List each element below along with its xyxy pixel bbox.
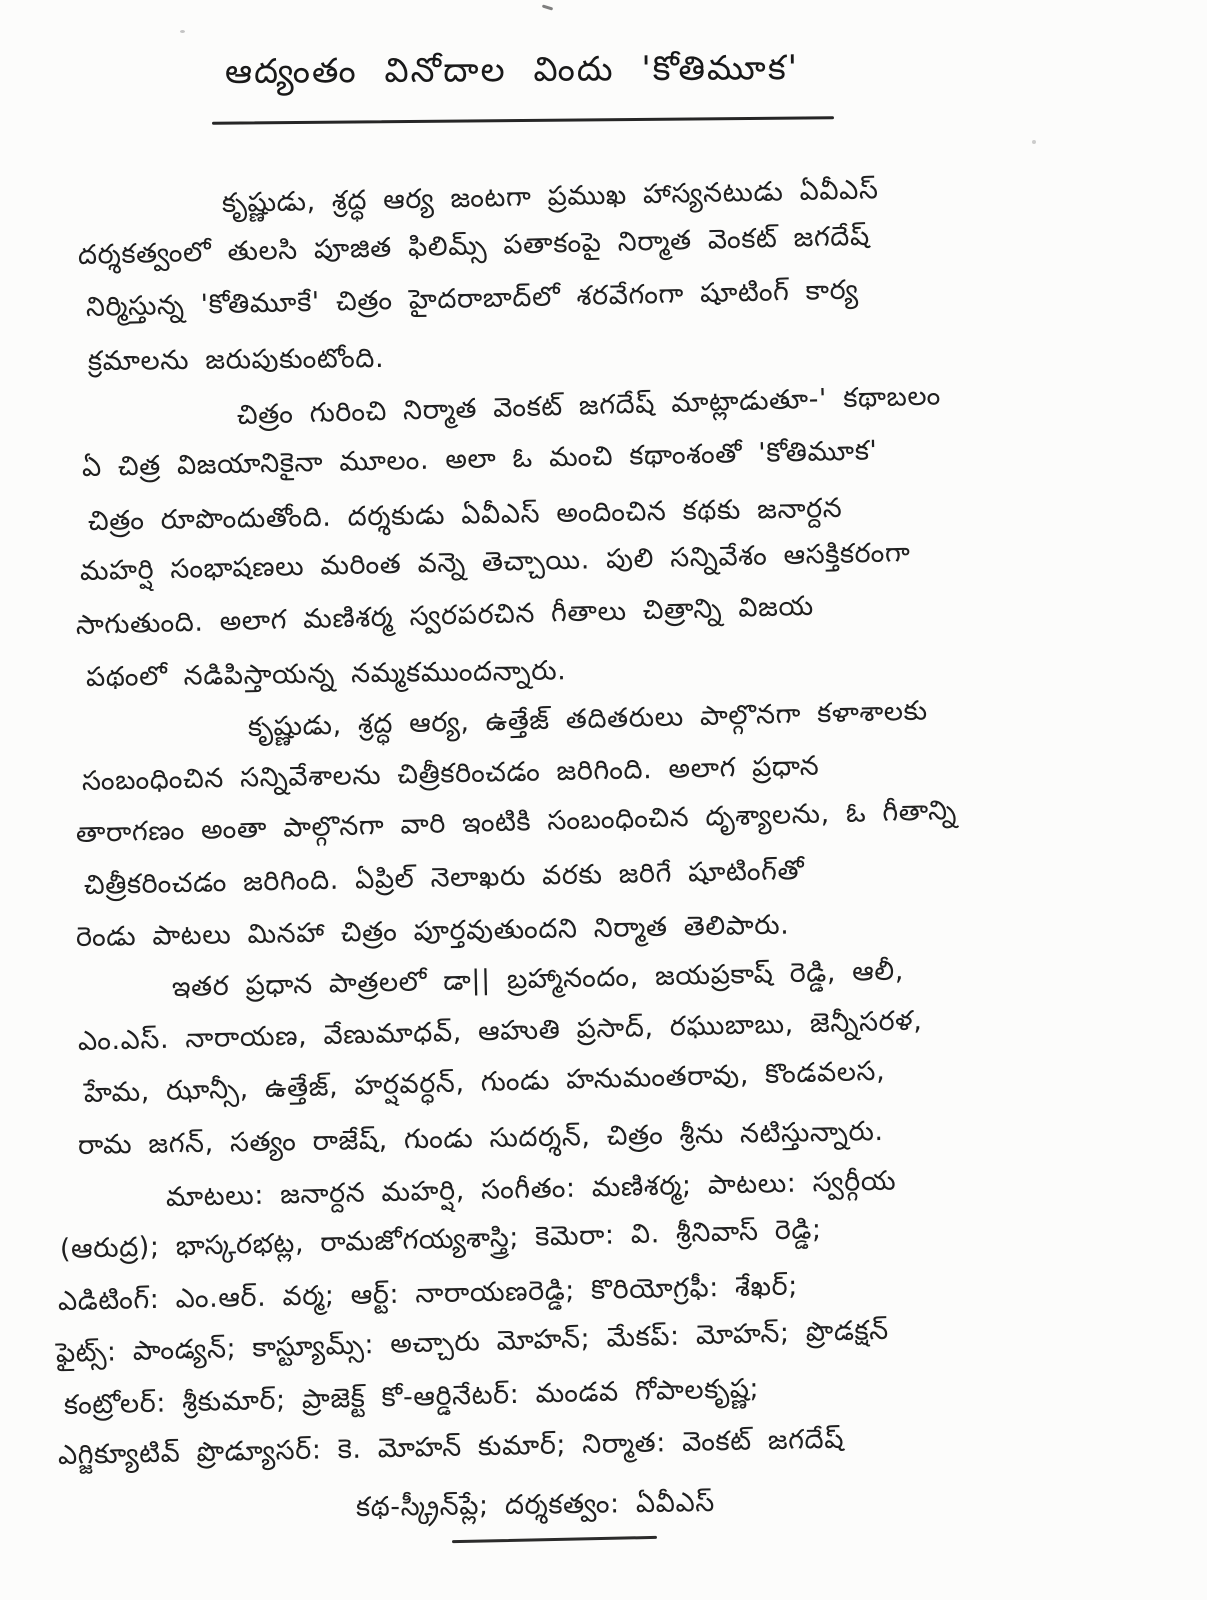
text-line: ఎడిటింగ్: ఎం.ఆర్. వర్మ; ఆర్ట్: నారాయణరెడ్డి; కొరియోగ్రఫీ: శేఖర్; [57,1270,799,1317]
text-line: హేమ, ఝాన్సీ, ఉత్తేజ్, హర్షవర్ధన్, గుండు హనుమంతరావు, కొండవలస, [83,1055,886,1109]
text-line: కృష్ణుడు, శ్రద్ధ ఆర్య, ఉత్తేజ్ తదితరులు పాల్గొనగా కళాశాలకు [247,695,928,743]
text-line: ఇతర ప్రధాన పాత్రలలో డా|| బ్రహ్మానందం, జయప్రకాష్ రెడ్డి, ఆలీ, [171,955,905,1003]
scan-speck [1032,140,1036,144]
text-line: సాగుతుంది. అలాగ మణిశర్మ స్వరపరచిన గీతాలు చిత్రాన్ని విజయ [75,590,815,641]
text-line: ఏ చిత్ర విజయానికైనా మూలం. అలా ఓ మంచి కథాంశంతో 'కోతిమూక' [81,435,878,483]
text-line: పథంలో నడిపిస్తాయన్న నమ్మకముందన్నారు. [85,655,567,693]
text-line: (ఆరుద్ర); భాస్కరభట్ల, రామజోగయ్యశాస్త్రి; కెమెరా: వి. శ్రీనివాస్ రెడ్డి; [59,1214,823,1265]
text-line: రామ జగన్, సత్యం రాజేష్, గుండు సుదర్శన్, చిత్రం శ్రీను నటిస్తున్నారు. [77,1115,884,1161]
text-line: కథ-స్క్రీన్‌ప్లే; దర్శకత్వం: ఏవీఎస్ [355,1486,716,1523]
text-line: కృష్ణుడు, శ్రద్ధ ఆర్య జంటగా ప్రముఖ హాస్యనటుడు ఏవీఎస్ [221,174,879,219]
text-line: రెండు పాటలు మినహా చిత్రం పూర్తవుతుందని నిర్మాత తెలిపారు. [75,909,790,953]
text-line: కంట్రోలర్: శ్రీకుమార్; ప్రాజెక్ట్ కో-ఆర్డినేటర్: మండవ గోపాలకృష్ణ; [63,1373,760,1421]
text-line: నిర్మిస్తున్న 'కోతిమూకే' చిత్రం హైదరాబాద్‌లో శరవేగంగా షూటింగ్ కార్య [85,274,859,323]
text-line: ఎగ్జిక్యూటివ్ ప్రొడ్యూసర్: కె. మోహన్ కుమార్; నిర్మాత: వెంకట్ జగదేష్ [57,1423,845,1471]
text-line: సంబంధించిన సన్నివేశాలను చిత్రీకరించడం జరిగింది. అలాగ ప్రధాన [81,750,820,797]
scan-speck [180,30,185,33]
text-line: దర్శకత్వంలో తులసి పూజిత ఫిలిమ్స్ పతాకంపై నిర్మాత వెంకట్ జగదేష్ [77,220,871,271]
text-line: తారాగణం అంతా పాల్గొనగా వారి ఇంటికి సంబంధించిన దృశ్యాలను, ఓ గీతాన్ని [75,794,958,849]
page-title: ఆద్యంతం వినోదాల విందు 'కోతిమూక' [224,47,800,92]
text-line: చిత్రం రూపొందుతోంది. దర్శకుడు ఏవీఎస్ అందించిన కథకు జనార్దన [87,492,843,537]
text-line: క్రమాలను జరుపుకుంటోంది. [87,342,385,377]
scan-speck [542,4,553,10]
text-line: ఎం.ఎస్. నారాయణ, వేణుమాధవ్, ఆహుతి ప్రసాద్, రఘుబాబు, జెన్నీసరళ, [77,1005,923,1057]
text-line: మహర్షి సంభాషణలు మరింత వన్నె తెచ్చాయి. పులి సన్నివేశం ఆసక్తికరంగా [79,537,911,587]
title-underline [212,116,834,124]
closing-rule [452,1536,657,1543]
text-line: చిత్రీకరించడం జరిగింది. ఏప్రిల్ నెలాఖరు వరకు జరిగే షూటింగ్‌తో [83,854,805,901]
text-line: ఫైట్స్: పాండ్యన్; కాస్ట్యూమ్స్: అచ్చారు మోహన్; మేకప్: మోహన్; ప్రొడక్షన్ [55,1314,890,1369]
text-line: చిత్రం గురించి నిర్మాత వెంకట్ జగదేష్ మాట్లాడుతూ-' కథాబలం [236,380,942,431]
text-line: మాటలు: జనార్దన మహర్షి, సంగీతం: మణిశర్మ; పాటలు: స్వర్గీయ [165,1165,897,1213]
